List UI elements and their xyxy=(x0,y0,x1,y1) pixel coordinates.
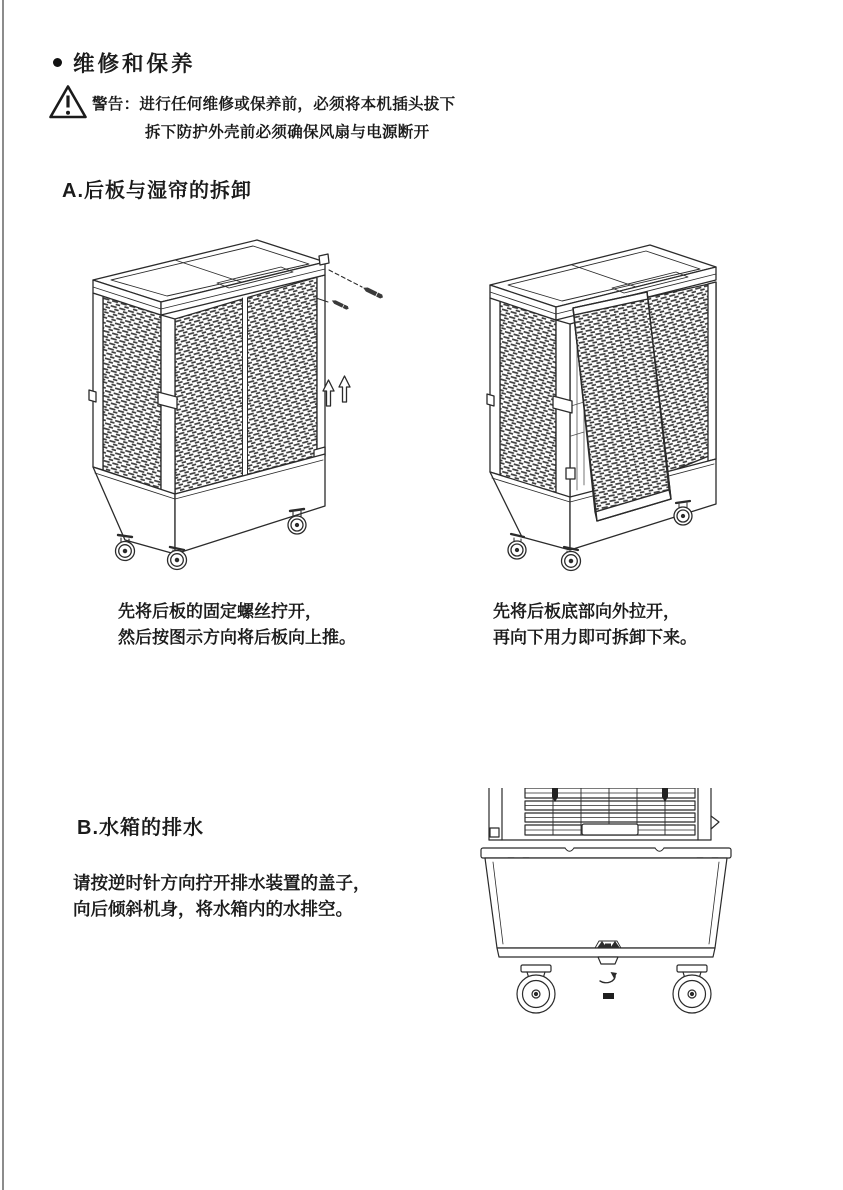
louver-grille xyxy=(525,788,695,835)
caster-wheel xyxy=(635,483,651,506)
caster-wheel xyxy=(562,547,581,571)
caption-line: 先将后板底部向外拉开， xyxy=(493,602,680,621)
warning-text-line1: 警告：进行任何维修或保养前，必须将本机插头拔下 xyxy=(92,96,456,113)
section-b-body xyxy=(73,870,371,922)
caster-wheel xyxy=(673,965,711,1013)
top-lid xyxy=(490,245,716,320)
figure-drain-water-tank xyxy=(465,788,735,1018)
figure-remove-screws-push-panel-up xyxy=(85,232,395,577)
caster-wheel xyxy=(674,501,692,525)
figure2-caption xyxy=(493,599,697,651)
section-b-heading: B.水箱的排水 xyxy=(77,817,204,839)
fixed-pad-panel xyxy=(645,284,709,485)
drain-cap-mark xyxy=(603,993,614,999)
caption-line: 然后按图示方向将后板向上推。 xyxy=(118,628,356,647)
figure-pull-panel-out xyxy=(485,238,730,576)
side-pad-panel xyxy=(103,296,161,490)
side-pad-panel xyxy=(500,301,556,495)
caster-wheel xyxy=(508,534,526,559)
caption-line: 再向下用力即可拆卸下来。 xyxy=(493,628,697,647)
water-tank-base xyxy=(490,459,716,550)
page-edge-line xyxy=(2,0,4,1190)
bullet-icon xyxy=(53,58,62,67)
rear-pad-panel xyxy=(175,277,317,494)
up-arrows-icon xyxy=(323,376,350,406)
caster-wheel xyxy=(168,547,187,570)
caster-wheel xyxy=(288,509,306,534)
warning-triangle-icon xyxy=(48,84,88,120)
caster-wheel xyxy=(517,965,555,1013)
fixing-screws-icon xyxy=(316,254,384,311)
top-lid xyxy=(93,240,325,315)
page-title: 维修和保养 xyxy=(73,52,196,76)
tank-rim xyxy=(481,847,731,863)
tilted-rear-panel xyxy=(566,292,671,521)
caster-wheel xyxy=(116,535,135,561)
section-a-heading: A.后板与湿帘的拆卸 xyxy=(62,180,252,202)
counterclockwise-arrow-icon xyxy=(600,972,617,983)
caption-line: 先将后板的固定螺丝拧开， xyxy=(118,602,322,621)
figure1-caption xyxy=(118,599,356,651)
body-line: 向后倾斜机身，将水箱内的水排空。 xyxy=(73,899,353,919)
warning-text-line2: 拆下防护外壳前必须确保风扇与电源断开 xyxy=(145,124,430,141)
body-line: 请按逆时针方向拧开排水装置的盖子， xyxy=(73,873,371,893)
drain-plug-icon xyxy=(597,941,620,964)
section-title-row xyxy=(53,47,196,78)
water-tank xyxy=(485,858,727,957)
water-tank-base xyxy=(93,454,325,554)
